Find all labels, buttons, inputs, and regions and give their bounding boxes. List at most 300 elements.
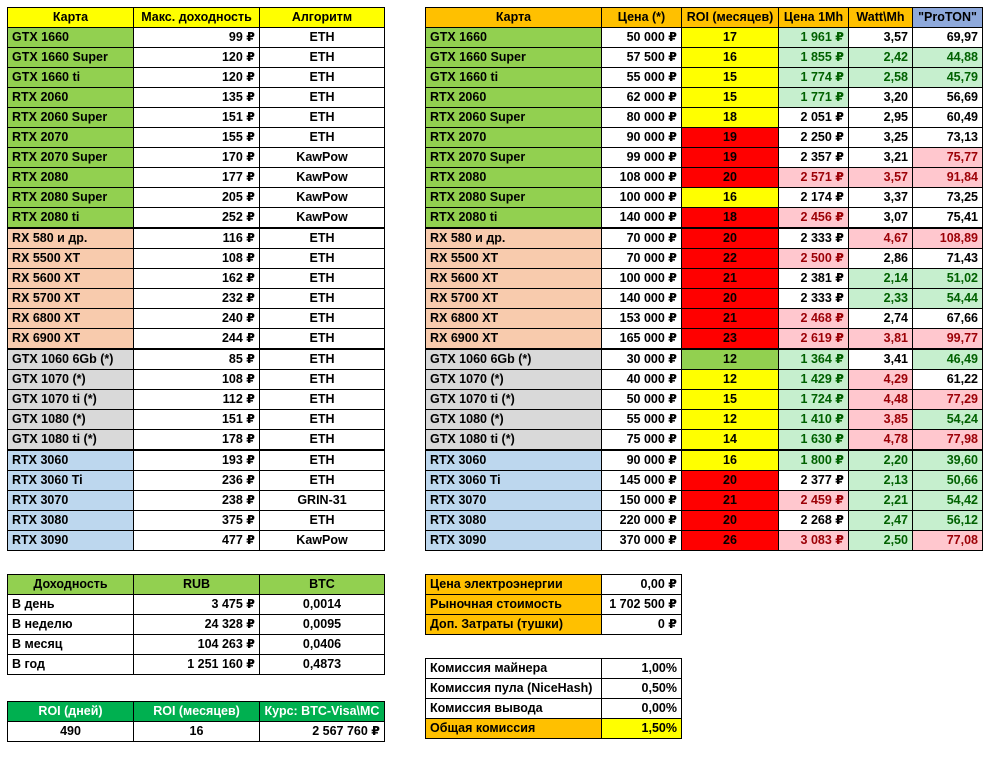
card-name-cell[interactable]: RTX 3070 bbox=[8, 491, 134, 511]
price-per-mh-cell[interactable]: 2 377 ₽ bbox=[779, 471, 849, 491]
watt-per-mh-cell[interactable]: 3,41 bbox=[849, 349, 913, 370]
price-cell[interactable]: 145 000 ₽ bbox=[602, 471, 682, 491]
price-per-mh-cell[interactable]: 2 268 ₽ bbox=[779, 511, 849, 531]
price-cell[interactable]: 50 000 ₽ bbox=[602, 390, 682, 410]
algorithm-cell[interactable]: ETH bbox=[260, 329, 385, 350]
proton-cell[interactable]: 77,98 bbox=[913, 430, 983, 451]
watt-per-mh-cell[interactable]: 2,50 bbox=[849, 531, 913, 551]
algorithm-cell[interactable]: ETH bbox=[260, 128, 385, 148]
card-name-cell[interactable]: GTX 1070 (*) bbox=[8, 370, 134, 390]
max-income-cell[interactable]: 252 ₽ bbox=[134, 208, 260, 229]
roi-months-cell[interactable]: 12 bbox=[682, 370, 779, 390]
watt-per-mh-cell[interactable]: 4,29 bbox=[849, 370, 913, 390]
left-row-rtx-2070 bbox=[8, 128, 385, 148]
card-name-cell[interactable]: RX 5600 XT bbox=[8, 269, 134, 289]
left-row-rtx-3090 bbox=[8, 531, 385, 551]
proton-cell[interactable]: 39,60 bbox=[913, 450, 983, 471]
right-row-gtx-1660-super bbox=[426, 48, 983, 68]
watt-per-mh-cell[interactable]: 3,57 bbox=[849, 168, 913, 188]
price-cell[interactable]: 90 000 ₽ bbox=[602, 128, 682, 148]
header-rub[interactable]: RUB bbox=[134, 575, 260, 595]
commission-value-cell[interactable]: 1,00% bbox=[602, 659, 682, 679]
card-name-cell[interactable]: GTX 1060 6Gb (*) bbox=[426, 349, 602, 370]
algorithm-cell[interactable]: ETH bbox=[260, 88, 385, 108]
income-rub-cell[interactable]: 24 328 ₽ bbox=[134, 615, 260, 635]
price-per-mh-cell[interactable]: 2 456 ₽ bbox=[779, 208, 849, 229]
max-income-cell[interactable]: 155 ₽ bbox=[134, 128, 260, 148]
card-name-cell[interactable]: RTX 2080 Super bbox=[426, 188, 602, 208]
price-cell[interactable]: 165 000 ₽ bbox=[602, 329, 682, 350]
algorithm-cell[interactable]: KawPow bbox=[260, 148, 385, 168]
card-name-cell[interactable]: RTX 2080 ti bbox=[426, 208, 602, 229]
income-rub-cell[interactable]: 3 475 ₽ bbox=[134, 595, 260, 615]
max-income-cell[interactable]: 85 ₽ bbox=[134, 349, 260, 370]
card-name-cell[interactable]: GTX 1660 bbox=[8, 28, 134, 48]
roi-months-cell[interactable]: 21 bbox=[682, 491, 779, 511]
left-row-rx-5600-xt bbox=[8, 269, 385, 289]
header-row bbox=[8, 702, 385, 722]
roi-days-value[interactable]: 490 bbox=[8, 722, 134, 742]
max-income-cell[interactable]: 236 ₽ bbox=[134, 471, 260, 491]
watt-per-mh-cell[interactable]: 3,37 bbox=[849, 188, 913, 208]
header-roi-months[interactable]: ROI (месяцев) bbox=[134, 702, 260, 722]
roi-months-cell[interactable]: 20 bbox=[682, 168, 779, 188]
proton-cell[interactable]: 45,79 bbox=[913, 68, 983, 88]
card-name-cell[interactable]: RX 5700 XT bbox=[8, 289, 134, 309]
header-price[interactable]: Цена (*) bbox=[602, 8, 682, 28]
income-btc-cell[interactable]: 0,0406 bbox=[260, 635, 385, 655]
card-name-cell[interactable]: RTX 3080 bbox=[426, 511, 602, 531]
left-row-rtx-2060-super bbox=[8, 108, 385, 128]
proton-cell[interactable]: 67,66 bbox=[913, 309, 983, 329]
proton-cell[interactable]: 56,12 bbox=[913, 511, 983, 531]
price-per-mh-cell[interactable]: 2 500 ₽ bbox=[779, 249, 849, 269]
proton-cell[interactable]: 69,97 bbox=[913, 28, 983, 48]
roi-months-cell[interactable]: 20 bbox=[682, 289, 779, 309]
max-income-cell[interactable]: 135 ₽ bbox=[134, 88, 260, 108]
price-cell[interactable]: 100 000 ₽ bbox=[602, 269, 682, 289]
card-name-cell[interactable]: RTX 3060 bbox=[8, 450, 134, 471]
price-per-mh-cell[interactable]: 2 459 ₽ bbox=[779, 491, 849, 511]
algorithm-cell[interactable]: ETH bbox=[260, 289, 385, 309]
roi-months-cell[interactable]: 21 bbox=[682, 269, 779, 289]
card-name-cell[interactable]: RX 580 и др. bbox=[426, 228, 602, 249]
left-row-rtx-3070 bbox=[8, 491, 385, 511]
price-cell[interactable]: 30 000 ₽ bbox=[602, 349, 682, 370]
watt-per-mh-cell[interactable]: 2,58 bbox=[849, 68, 913, 88]
watt-per-mh-cell[interactable]: 2,20 bbox=[849, 450, 913, 471]
card-name-cell[interactable]: GTX 1080 ti (*) bbox=[426, 430, 602, 451]
price-cell[interactable]: 57 500 ₽ bbox=[602, 48, 682, 68]
header-card[interactable]: Карта bbox=[426, 8, 602, 28]
card-name-cell[interactable]: GTX 1080 (*) bbox=[8, 410, 134, 430]
watt-per-mh-cell[interactable]: 3,57 bbox=[849, 28, 913, 48]
algorithm-cell[interactable]: KawPow bbox=[260, 188, 385, 208]
income-period-cell[interactable]: В день bbox=[8, 595, 134, 615]
price-cell[interactable]: 370 000 ₽ bbox=[602, 531, 682, 551]
roi-months-cell[interactable]: 20 bbox=[682, 471, 779, 491]
price-cell[interactable]: 140 000 ₽ bbox=[602, 289, 682, 309]
max-income-cell[interactable]: 120 ₽ bbox=[134, 68, 260, 88]
roi-months-cell[interactable]: 16 bbox=[682, 188, 779, 208]
roi-months-cell[interactable]: 16 bbox=[682, 48, 779, 68]
proton-cell[interactable]: 54,44 bbox=[913, 289, 983, 309]
max-income-cell[interactable]: 170 ₽ bbox=[134, 148, 260, 168]
roi-months-cell[interactable]: 18 bbox=[682, 108, 779, 128]
proton-cell[interactable]: 56,69 bbox=[913, 88, 983, 108]
header-income[interactable]: Доходность bbox=[8, 575, 134, 595]
proton-cell[interactable]: 75,41 bbox=[913, 208, 983, 229]
header-price-per-mh[interactable]: Цена 1Mh bbox=[779, 8, 849, 28]
header-card[interactable]: Карта bbox=[8, 8, 134, 28]
income-btc-cell[interactable]: 0,0014 bbox=[260, 595, 385, 615]
card-name-cell[interactable]: RTX 2080 bbox=[8, 168, 134, 188]
watt-per-mh-cell[interactable]: 4,78 bbox=[849, 430, 913, 451]
max-income-cell[interactable]: 193 ₽ bbox=[134, 450, 260, 471]
card-name-cell[interactable]: RX 5600 XT bbox=[426, 269, 602, 289]
algorithm-cell[interactable]: GRIN-31 bbox=[260, 491, 385, 511]
algorithm-cell[interactable]: ETH bbox=[260, 370, 385, 390]
header-watt-per-mh[interactable]: Watt\Mh bbox=[849, 8, 913, 28]
commission-value-cell[interactable]: 0,50% bbox=[602, 679, 682, 699]
commission-label-cell[interactable]: Комиссия майнера bbox=[426, 659, 602, 679]
watt-per-mh-cell[interactable]: 3,85 bbox=[849, 410, 913, 430]
watt-per-mh-cell[interactable]: 3,25 bbox=[849, 128, 913, 148]
watt-per-mh-cell[interactable]: 2,42 bbox=[849, 48, 913, 68]
price-cell[interactable]: 55 000 ₽ bbox=[602, 410, 682, 430]
proton-cell[interactable]: 51,02 bbox=[913, 269, 983, 289]
watt-per-mh-cell[interactable]: 2,14 bbox=[849, 269, 913, 289]
max-income-cell[interactable]: 177 ₽ bbox=[134, 168, 260, 188]
roi-months-cell[interactable]: 20 bbox=[682, 228, 779, 249]
max-income-cell[interactable]: 162 ₽ bbox=[134, 269, 260, 289]
algorithm-cell[interactable]: KawPow bbox=[260, 168, 385, 188]
income-btc-cell[interactable]: 0,0095 bbox=[260, 615, 385, 635]
card-name-cell[interactable]: GTX 1660 Super bbox=[8, 48, 134, 68]
price-cell[interactable]: 75 000 ₽ bbox=[602, 430, 682, 451]
header-max-income[interactable]: Макс. доходность bbox=[134, 8, 260, 28]
proton-cell[interactable]: 54,42 bbox=[913, 491, 983, 511]
card-name-cell[interactable]: RTX 2070 Super bbox=[426, 148, 602, 168]
price-cell[interactable]: 150 000 ₽ bbox=[602, 491, 682, 511]
income-rub-cell[interactable]: 1 251 160 ₽ bbox=[134, 655, 260, 675]
max-income-cell[interactable]: 151 ₽ bbox=[134, 410, 260, 430]
card-name-cell[interactable]: RTX 3090 bbox=[426, 531, 602, 551]
roi-summary-table bbox=[7, 701, 385, 742]
income-table-body bbox=[8, 595, 385, 675]
commissions-table-body bbox=[426, 659, 682, 739]
proton-cell[interactable]: 50,66 bbox=[913, 471, 983, 491]
price-per-mh-cell[interactable]: 2 051 ₽ bbox=[779, 108, 849, 128]
price-cell[interactable]: 70 000 ₽ bbox=[602, 228, 682, 249]
right-row-rtx-3060-ti bbox=[426, 471, 983, 491]
cost-label-cell[interactable]: Рыночная стоимость bbox=[426, 595, 602, 615]
commissions-table bbox=[425, 658, 682, 739]
max-income-cell[interactable]: 108 ₽ bbox=[134, 249, 260, 269]
algorithm-cell[interactable]: KawPow bbox=[260, 531, 385, 551]
cost-row bbox=[426, 615, 682, 635]
price-per-mh-cell[interactable]: 1 961 ₽ bbox=[779, 28, 849, 48]
price-per-mh-cell[interactable]: 2 174 ₽ bbox=[779, 188, 849, 208]
watt-per-mh-cell[interactable]: 4,48 bbox=[849, 390, 913, 410]
card-name-cell[interactable]: RTX 2080 ti bbox=[8, 208, 134, 229]
proton-cell[interactable]: 46,49 bbox=[913, 349, 983, 370]
cost-value-cell[interactable]: 0 ₽ bbox=[602, 615, 682, 635]
card-name-cell[interactable]: GTX 1660 ti bbox=[426, 68, 602, 88]
price-per-mh-cell[interactable]: 2 381 ₽ bbox=[779, 269, 849, 289]
proton-cell[interactable]: 75,77 bbox=[913, 148, 983, 168]
income-btc-cell[interactable]: 0,4873 bbox=[260, 655, 385, 675]
algorithm-cell[interactable]: ETH bbox=[260, 390, 385, 410]
right-row-rx-5500-xt bbox=[426, 249, 983, 269]
left-row-rtx-2080 bbox=[8, 168, 385, 188]
algorithm-cell[interactable]: ETH bbox=[260, 228, 385, 249]
proton-cell[interactable]: 71,43 bbox=[913, 249, 983, 269]
left-row-rx-6800-xt bbox=[8, 309, 385, 329]
header-proton[interactable]: "ProTON" bbox=[913, 8, 983, 28]
price-cell[interactable]: 100 000 ₽ bbox=[602, 188, 682, 208]
price-per-mh-cell[interactable]: 1 724 ₽ bbox=[779, 390, 849, 410]
price-cell[interactable]: 62 000 ₽ bbox=[602, 88, 682, 108]
card-name-cell[interactable]: RTX 2080 bbox=[426, 168, 602, 188]
proton-cell[interactable]: 73,13 bbox=[913, 128, 983, 148]
proton-cell[interactable]: 91,84 bbox=[913, 168, 983, 188]
card-name-cell[interactable]: RTX 3090 bbox=[8, 531, 134, 551]
price-per-mh-cell[interactable]: 1 410 ₽ bbox=[779, 410, 849, 430]
price-per-mh-cell[interactable]: 1 774 ₽ bbox=[779, 68, 849, 88]
proton-cell[interactable]: 54,24 bbox=[913, 410, 983, 430]
max-income-cell[interactable]: 244 ₽ bbox=[134, 329, 260, 350]
roi-months-cell[interactable]: 16 bbox=[682, 450, 779, 471]
card-name-cell[interactable]: RTX 2060 Super bbox=[426, 108, 602, 128]
max-income-cell[interactable]: 178 ₽ bbox=[134, 430, 260, 451]
roi-months-cell[interactable]: 12 bbox=[682, 349, 779, 370]
card-name-cell[interactable]: GTX 1080 (*) bbox=[426, 410, 602, 430]
max-income-cell[interactable]: 240 ₽ bbox=[134, 309, 260, 329]
roi-months-cell[interactable]: 19 bbox=[682, 128, 779, 148]
commission-value-cell[interactable]: 1,50% bbox=[602, 719, 682, 739]
proton-cell[interactable]: 44,88 bbox=[913, 48, 983, 68]
cost-value-cell[interactable]: 0,00 ₽ bbox=[602, 575, 682, 595]
price-cell[interactable]: 70 000 ₽ bbox=[602, 249, 682, 269]
algorithm-cell[interactable]: ETH bbox=[260, 269, 385, 289]
btc-rate-value[interactable]: 2 567 760 ₽ bbox=[260, 722, 385, 742]
roi-months-cell[interactable]: 21 bbox=[682, 309, 779, 329]
proton-cell[interactable]: 77,08 bbox=[913, 531, 983, 551]
cost-value-cell[interactable]: 1 702 500 ₽ bbox=[602, 595, 682, 615]
price-per-mh-cell[interactable]: 2 250 ₽ bbox=[779, 128, 849, 148]
price-cell[interactable]: 40 000 ₽ bbox=[602, 370, 682, 390]
right-row-rtx-2080 bbox=[426, 168, 983, 188]
watt-per-mh-cell[interactable]: 2,47 bbox=[849, 511, 913, 531]
roi-months-cell[interactable]: 17 bbox=[682, 28, 779, 48]
price-per-mh-cell[interactable]: 2 333 ₽ bbox=[779, 228, 849, 249]
proton-cell[interactable]: 60,49 bbox=[913, 108, 983, 128]
card-name-cell[interactable]: RX 6800 XT bbox=[8, 309, 134, 329]
card-name-cell[interactable]: RTX 2070 bbox=[426, 128, 602, 148]
max-income-cell[interactable]: 477 ₽ bbox=[134, 531, 260, 551]
max-income-cell[interactable]: 232 ₽ bbox=[134, 289, 260, 309]
roi-months-cell[interactable]: 18 bbox=[682, 208, 779, 229]
cost-label-cell[interactable]: Доп. Затраты (тушки) bbox=[426, 615, 602, 635]
watt-per-mh-cell[interactable]: 2,95 bbox=[849, 108, 913, 128]
price-cell[interactable]: 108 000 ₽ bbox=[602, 168, 682, 188]
card-name-cell[interactable]: GTX 1660 bbox=[426, 28, 602, 48]
card-name-cell[interactable]: RTX 2080 Super bbox=[8, 188, 134, 208]
roi-months-cell[interactable]: 15 bbox=[682, 390, 779, 410]
price-per-mh-cell[interactable]: 1 630 ₽ bbox=[779, 430, 849, 451]
price-per-mh-cell[interactable]: 3 083 ₽ bbox=[779, 531, 849, 551]
proton-cell[interactable]: 77,29 bbox=[913, 390, 983, 410]
card-name-cell[interactable]: RX 5700 XT bbox=[426, 289, 602, 309]
price-cell[interactable]: 80 000 ₽ bbox=[602, 108, 682, 128]
price-per-mh-cell[interactable]: 1 364 ₽ bbox=[779, 349, 849, 370]
proton-cell[interactable]: 108,89 bbox=[913, 228, 983, 249]
header-roi-days[interactable]: ROI (дней) bbox=[8, 702, 134, 722]
algorithm-cell[interactable]: ETH bbox=[260, 48, 385, 68]
algorithm-cell[interactable]: ETH bbox=[260, 28, 385, 48]
proton-cell[interactable]: 61,22 bbox=[913, 370, 983, 390]
card-name-cell[interactable]: RTX 2060 Super bbox=[8, 108, 134, 128]
card-name-cell[interactable]: GTX 1660 Super bbox=[426, 48, 602, 68]
card-name-cell[interactable]: RX 6900 XT bbox=[426, 329, 602, 350]
price-per-mh-cell[interactable]: 1 429 ₽ bbox=[779, 370, 849, 390]
header-algorithm[interactable]: Алгоритм bbox=[260, 8, 385, 28]
roi-months-cell[interactable]: 23 bbox=[682, 329, 779, 350]
price-per-mh-cell[interactable]: 2 468 ₽ bbox=[779, 309, 849, 329]
proton-cell[interactable]: 99,77 bbox=[913, 329, 983, 350]
max-income-cell[interactable]: 108 ₽ bbox=[134, 370, 260, 390]
proton-cell[interactable]: 73,25 bbox=[913, 188, 983, 208]
algorithm-cell[interactable]: KawPow bbox=[260, 208, 385, 229]
algorithm-cell[interactable]: ETH bbox=[260, 349, 385, 370]
watt-per-mh-cell[interactable]: 3,21 bbox=[849, 148, 913, 168]
header-row bbox=[8, 8, 385, 28]
card-name-cell[interactable]: RTX 3060 Ti bbox=[8, 471, 134, 491]
income-period-cell[interactable]: В год bbox=[8, 655, 134, 675]
card-name-cell[interactable]: GTX 1060 6Gb (*) bbox=[8, 349, 134, 370]
card-name-cell[interactable]: RTX 3060 Ti bbox=[426, 471, 602, 491]
watt-per-mh-cell[interactable]: 3,07 bbox=[849, 208, 913, 229]
roi-months-cell[interactable]: 19 bbox=[682, 148, 779, 168]
price-per-mh-cell[interactable]: 2 357 ₽ bbox=[779, 148, 849, 168]
roi-months-cell[interactable]: 20 bbox=[682, 511, 779, 531]
card-name-cell[interactable]: RTX 2070 Super bbox=[8, 148, 134, 168]
price-cell[interactable]: 50 000 ₽ bbox=[602, 28, 682, 48]
algorithm-cell[interactable]: ETH bbox=[260, 410, 385, 430]
max-income-cell[interactable]: 99 ₽ bbox=[134, 28, 260, 48]
header-roi-months[interactable]: ROI (месяцев) bbox=[682, 8, 779, 28]
algorithm-cell[interactable]: ETH bbox=[260, 450, 385, 471]
max-income-cell[interactable]: 238 ₽ bbox=[134, 491, 260, 511]
watt-per-mh-cell[interactable]: 2,21 bbox=[849, 491, 913, 511]
card-name-cell[interactable]: RX 6800 XT bbox=[426, 309, 602, 329]
price-per-mh-cell[interactable]: 1 855 ₽ bbox=[779, 48, 849, 68]
watt-per-mh-cell[interactable]: 3,20 bbox=[849, 88, 913, 108]
card-name-cell[interactable]: GTX 1660 ti bbox=[8, 68, 134, 88]
price-per-mh-cell[interactable]: 2 619 ₽ bbox=[779, 329, 849, 350]
card-name-cell[interactable]: RTX 3070 bbox=[426, 491, 602, 511]
watt-per-mh-cell[interactable]: 2,33 bbox=[849, 289, 913, 309]
left-row-rtx-2060 bbox=[8, 88, 385, 108]
roi-months-cell[interactable]: 22 bbox=[682, 249, 779, 269]
max-income-cell[interactable]: 120 ₽ bbox=[134, 48, 260, 68]
commission-label-cell[interactable]: Комиссия вывода bbox=[426, 699, 602, 719]
algorithm-cell[interactable]: ETH bbox=[260, 309, 385, 329]
cost-label-cell[interactable]: Цена электроэнергии bbox=[426, 575, 602, 595]
commission-value-cell[interactable]: 0,00% bbox=[602, 699, 682, 719]
card-name-cell[interactable]: GTX 1070 ti (*) bbox=[426, 390, 602, 410]
card-name-cell[interactable]: RX 580 и др. bbox=[8, 228, 134, 249]
price-per-mh-cell[interactable]: 1 800 ₽ bbox=[779, 450, 849, 471]
roi-months-cell[interactable]: 12 bbox=[682, 410, 779, 430]
card-name-cell[interactable]: RTX 3080 bbox=[8, 511, 134, 531]
card-name-cell[interactable]: RX 6900 XT bbox=[8, 329, 134, 350]
card-name-cell[interactable]: RTX 2060 bbox=[8, 88, 134, 108]
algorithm-cell[interactable]: ETH bbox=[260, 471, 385, 491]
price-per-mh-cell[interactable]: 2 571 ₽ bbox=[779, 168, 849, 188]
right-row-rtx-3080 bbox=[426, 511, 983, 531]
price-cell[interactable]: 220 000 ₽ bbox=[602, 511, 682, 531]
roi-months-cell[interactable]: 15 bbox=[682, 88, 779, 108]
algorithm-cell[interactable]: ETH bbox=[260, 68, 385, 88]
watt-per-mh-cell[interactable]: 4,67 bbox=[849, 228, 913, 249]
max-income-cell[interactable]: 205 ₽ bbox=[134, 188, 260, 208]
price-cell[interactable]: 99 000 ₽ bbox=[602, 148, 682, 168]
algorithm-cell[interactable]: ETH bbox=[260, 249, 385, 269]
left-row-rtx-2070-super bbox=[8, 148, 385, 168]
max-income-cell[interactable]: 375 ₽ bbox=[134, 511, 260, 531]
watt-per-mh-cell[interactable]: 2,86 bbox=[849, 249, 913, 269]
price-cell[interactable]: 55 000 ₽ bbox=[602, 68, 682, 88]
price-cell[interactable]: 153 000 ₽ bbox=[602, 309, 682, 329]
max-income-cell[interactable]: 151 ₽ bbox=[134, 108, 260, 128]
price-per-mh-cell[interactable]: 1 771 ₽ bbox=[779, 88, 849, 108]
price-cell[interactable]: 90 000 ₽ bbox=[602, 450, 682, 471]
roi-months-value[interactable]: 16 bbox=[134, 722, 260, 742]
card-name-cell[interactable]: GTX 1080 ti (*) bbox=[8, 430, 134, 451]
card-name-cell[interactable]: GTX 1070 ti (*) bbox=[8, 390, 134, 410]
watt-per-mh-cell[interactable]: 2,74 bbox=[849, 309, 913, 329]
price-cell[interactable]: 140 000 ₽ bbox=[602, 208, 682, 229]
algorithm-cell[interactable]: ETH bbox=[260, 430, 385, 451]
max-income-cell[interactable]: 116 ₽ bbox=[134, 228, 260, 249]
income-rub-cell[interactable]: 104 263 ₽ bbox=[134, 635, 260, 655]
commission-label-cell[interactable]: Комиссия пула (NiceHash) bbox=[426, 679, 602, 699]
commission-label-cell[interactable]: Общая комиссия bbox=[426, 719, 602, 739]
watt-per-mh-cell[interactable]: 2,13 bbox=[849, 471, 913, 491]
income-period-cell[interactable]: В месяц bbox=[8, 635, 134, 655]
card-name-cell[interactable]: RTX 2060 bbox=[426, 88, 602, 108]
income-period-cell[interactable]: В неделю bbox=[8, 615, 134, 635]
max-income-cell[interactable]: 112 ₽ bbox=[134, 390, 260, 410]
card-name-cell[interactable]: RTX 3060 bbox=[426, 450, 602, 471]
watt-per-mh-cell[interactable]: 3,81 bbox=[849, 329, 913, 350]
algorithm-cell[interactable]: ETH bbox=[260, 511, 385, 531]
roi-months-cell[interactable]: 26 bbox=[682, 531, 779, 551]
header-btc-rate[interactable]: Курс: BTC-Visa\MC bbox=[260, 702, 385, 722]
card-name-cell[interactable]: RTX 2070 bbox=[8, 128, 134, 148]
price-per-mh-cell[interactable]: 2 333 ₽ bbox=[779, 289, 849, 309]
card-name-cell[interactable]: RX 5500 XT bbox=[8, 249, 134, 269]
right-row-rtx-3070 bbox=[426, 491, 983, 511]
roi-months-cell[interactable]: 15 bbox=[682, 68, 779, 88]
algorithm-cell[interactable]: ETH bbox=[260, 108, 385, 128]
card-name-cell[interactable]: GTX 1070 (*) bbox=[426, 370, 602, 390]
card-name-cell[interactable]: RX 5500 XT bbox=[426, 249, 602, 269]
header-btc[interactable]: BTC bbox=[260, 575, 385, 595]
roi-months-cell[interactable]: 14 bbox=[682, 430, 779, 451]
